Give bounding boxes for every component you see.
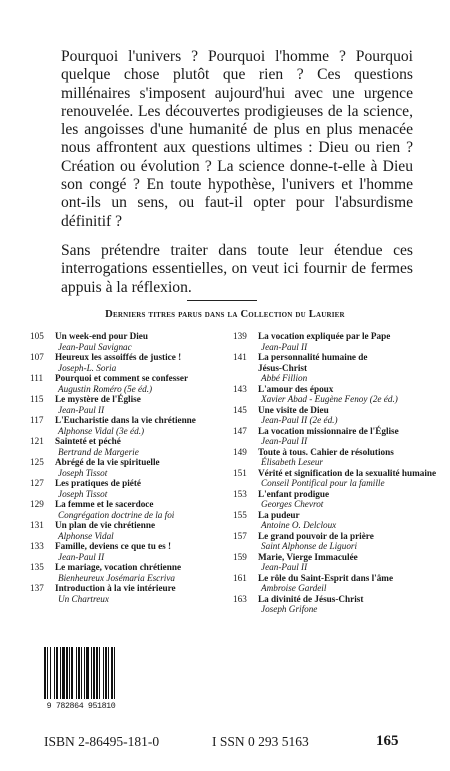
barcode-bars bbox=[43, 647, 119, 701]
book-author: Augustin Roméro (5e éd.) bbox=[58, 383, 153, 394]
blurb-text bbox=[61, 48, 413, 308]
book-author: Alphonse Vidal bbox=[58, 530, 114, 541]
book-title: Le rôle du Saint-Esprit dans l'âme bbox=[258, 572, 394, 583]
title-entry bbox=[30, 499, 220, 520]
title-entry bbox=[30, 352, 220, 373]
title-entry bbox=[30, 373, 220, 394]
title-number: 127 bbox=[30, 478, 44, 488]
barcode bbox=[43, 647, 119, 715]
title-entry bbox=[30, 520, 220, 541]
book-title: Le mariage, vocation chrétienne bbox=[55, 562, 182, 572]
book-author: Xavier Abad - Eugène Fenoy (2e éd.) bbox=[261, 394, 398, 404]
title-number: 143 bbox=[233, 383, 247, 394]
title-number: 111 bbox=[30, 373, 44, 383]
book-title: La vocation missionnaire de l'Église bbox=[258, 425, 399, 436]
title-number: 145 bbox=[233, 404, 247, 415]
barcode-bar bbox=[69, 647, 70, 699]
barcode-bar bbox=[50, 647, 51, 699]
barcode-bar bbox=[96, 647, 98, 699]
barcode-bar bbox=[54, 647, 55, 699]
titles-list-left bbox=[30, 331, 220, 604]
title-entry bbox=[30, 415, 220, 436]
barcode-bar bbox=[66, 647, 68, 699]
title-number: 139 bbox=[233, 331, 247, 341]
title-number: 159 bbox=[233, 551, 247, 562]
barcode-bar bbox=[62, 647, 65, 699]
barcode-bar bbox=[60, 647, 61, 699]
book-title: La vocation expliquée par le Pape bbox=[258, 331, 391, 341]
book-title: Un plan de vie chrétienne bbox=[55, 520, 156, 530]
title-number: 157 bbox=[233, 530, 247, 541]
title-entry bbox=[233, 510, 423, 531]
book-author: Jean-Paul II bbox=[261, 341, 308, 352]
barcode-bar bbox=[108, 647, 109, 699]
book-author: Jean-Paul II bbox=[261, 562, 308, 572]
divider-rule bbox=[187, 300, 257, 301]
title-number: 163 bbox=[233, 593, 247, 604]
book-title: L'enfant prodigue bbox=[258, 488, 330, 499]
title-number: 125 bbox=[30, 457, 44, 467]
barcode-bar bbox=[71, 647, 73, 699]
title-number: 107 bbox=[30, 352, 44, 362]
book-author: Un Chartreux bbox=[58, 593, 109, 604]
book-author: Ambroise Gardeil bbox=[261, 583, 327, 593]
title-number: 141 bbox=[233, 352, 247, 362]
titles-list-right bbox=[233, 331, 437, 615]
book-title: Sainteté et péché bbox=[55, 436, 121, 446]
book-title: L'Eucharistie dans la vie chrétienne bbox=[55, 415, 196, 425]
book-title: La divinité de Jésus-Christ bbox=[258, 593, 364, 604]
title-entry bbox=[30, 583, 220, 604]
title-number: 135 bbox=[30, 562, 44, 572]
book-author: Jean-Paul II bbox=[58, 551, 105, 562]
issn-number: I SSN 0 293 5163 bbox=[212, 734, 309, 749]
book-title: Heureux les assoiffés de justice ! bbox=[55, 352, 182, 362]
book-author: Joseph Tissot bbox=[58, 467, 108, 478]
book-author: Jean-Paul II (2e éd.) bbox=[261, 415, 338, 425]
book-author: Bertrand de Margerie bbox=[58, 446, 139, 457]
barcode-bar bbox=[86, 647, 89, 699]
title-entry bbox=[30, 478, 220, 499]
isbn-number: ISBN 2-86495-181-0 bbox=[44, 734, 160, 749]
book-author: Jean-Paul Savignac bbox=[58, 341, 132, 352]
title-entry bbox=[233, 467, 437, 489]
title-entry bbox=[233, 405, 423, 426]
title-number: 115 bbox=[30, 394, 44, 404]
book-author: Conseil Pontifical pour la famille bbox=[261, 478, 385, 488]
title-number: 151 bbox=[233, 467, 247, 478]
book-author: Jean-Paul II bbox=[261, 436, 308, 446]
title-number: 121 bbox=[30, 436, 44, 446]
barcode-bar bbox=[78, 647, 80, 699]
book-author: Jean-Paul II bbox=[58, 404, 105, 415]
title-entry bbox=[233, 384, 423, 405]
book-title: Vérité et signification de la sexualité humaine bbox=[258, 467, 437, 478]
title-entry bbox=[233, 594, 423, 615]
title-entry bbox=[30, 457, 220, 478]
book-author: Georges Chevrot bbox=[261, 499, 324, 509]
barcode-bar bbox=[81, 647, 82, 699]
barcode-bar bbox=[99, 647, 100, 699]
title-number: 161 bbox=[233, 572, 247, 583]
title-number: 155 bbox=[233, 509, 247, 520]
book-author: Congrégation doctrine de la foi bbox=[58, 509, 175, 520]
barcode-bar bbox=[84, 647, 85, 699]
title-entry bbox=[30, 436, 220, 457]
book-author: Abbé Fillion bbox=[261, 373, 308, 383]
barcode-bar bbox=[76, 647, 77, 699]
book-title: Pourquoi et comment se confesser bbox=[55, 373, 189, 383]
barcode-bar bbox=[44, 647, 46, 699]
title-entry bbox=[30, 562, 220, 583]
title-entry bbox=[233, 573, 423, 594]
book-title: La femme et le sacerdoce bbox=[55, 499, 154, 509]
barcode-bar bbox=[56, 647, 58, 699]
collection-number: 165 bbox=[376, 733, 399, 749]
book-title: Abrégé de la vie spirituelle bbox=[55, 457, 160, 467]
title-entry bbox=[30, 541, 220, 562]
book-title: Le grand pouvoir de la prière bbox=[258, 530, 374, 541]
blurb-paragraph: Pourquoi l'univers ? Pourquoi l'homme ? Pourquoi quelque chose plutôt que rien ? Ces questions millénaires s'imposent aujourd'hui avec une urgence renouvelée. Les découvertes prodigieuses de la science, les angoisses d'une humanité de plus en plus menacée nous affrontent aux questions ultimes : Dieu ou rien ? Création ou évolution ? La science donne-t-elle à Dieu son congé ? En toute hypothèse, l'univers et l'homme ont-ils un sens, ou faut-il opter pour l'absurdisme définitif ? bbox=[61, 48, 413, 230]
series-title: Derniers titres parus dans la Collection du Laurier bbox=[105, 309, 345, 320]
title-number: 133 bbox=[30, 541, 44, 551]
barcode-bar bbox=[111, 647, 113, 699]
title-entry bbox=[233, 531, 423, 552]
title-entry bbox=[30, 394, 220, 415]
title-entry bbox=[233, 552, 423, 573]
book-title: Les pratiques de piété bbox=[55, 478, 142, 488]
title-number: 147 bbox=[233, 425, 247, 436]
book-author: Joseph Grifone bbox=[261, 604, 318, 614]
book-title: Le mystère de l'Église bbox=[55, 394, 141, 404]
book-title: Famille, deviens ce que tu es ! bbox=[55, 541, 172, 551]
barcode-bar bbox=[47, 647, 48, 699]
title-entry bbox=[233, 426, 423, 447]
title-entry bbox=[233, 352, 423, 384]
book-author: Élisabeth Leseur bbox=[261, 457, 324, 467]
barcode-bar bbox=[105, 647, 107, 699]
book-title: La pudeur bbox=[258, 509, 300, 520]
book-title: La personnalité humaine de bbox=[258, 352, 368, 362]
book-author: Alphonse Vidal (3e éd.) bbox=[58, 425, 145, 436]
title-entry bbox=[30, 331, 220, 352]
book-title: Une visite de Dieu bbox=[258, 404, 329, 415]
title-number: 117 bbox=[30, 415, 44, 425]
title-number: 131 bbox=[30, 520, 44, 530]
barcode-bar bbox=[93, 647, 95, 699]
book-title: Introduction à la vie intérieure bbox=[55, 583, 176, 593]
book-author: Joseph-L. Soria bbox=[58, 362, 117, 373]
book-author: Bienheureux Josémaria Escriva bbox=[58, 572, 176, 583]
barcode-bar bbox=[103, 647, 104, 699]
book-author: Antoine O. Delcloux bbox=[261, 520, 337, 530]
title-number: 149 bbox=[233, 446, 247, 457]
book-title-continued: Jésus-Christ bbox=[258, 362, 308, 373]
title-number: 105 bbox=[30, 331, 44, 341]
barcode-bar bbox=[91, 647, 92, 699]
book-title: Marie, Vierge Immaculée bbox=[258, 551, 358, 562]
title-number: 129 bbox=[30, 499, 44, 509]
title-entry bbox=[233, 331, 423, 352]
book-title: Un week-end pour Dieu bbox=[55, 331, 148, 341]
title-number: 137 bbox=[30, 583, 44, 593]
book-title: L'amour des époux bbox=[258, 383, 334, 394]
book-title: Toute à tous. Cahier de résolutions bbox=[258, 446, 394, 457]
barcode-bar bbox=[114, 647, 115, 699]
title-number: 153 bbox=[233, 488, 247, 499]
book-author: Saint Alphonse de Liguori bbox=[261, 541, 358, 551]
blurb-paragraph: Sans prétendre traiter dans toute leur étendue ces interrogations essentielles, on veut ici fournir de fermes appuis à la réflexion. bbox=[61, 241, 413, 296]
book-author: Joseph Tissot bbox=[58, 488, 108, 499]
title-entry bbox=[233, 489, 423, 510]
barcode-digits: 9 782864 951810 bbox=[46, 702, 116, 711]
title-entry bbox=[233, 447, 423, 468]
